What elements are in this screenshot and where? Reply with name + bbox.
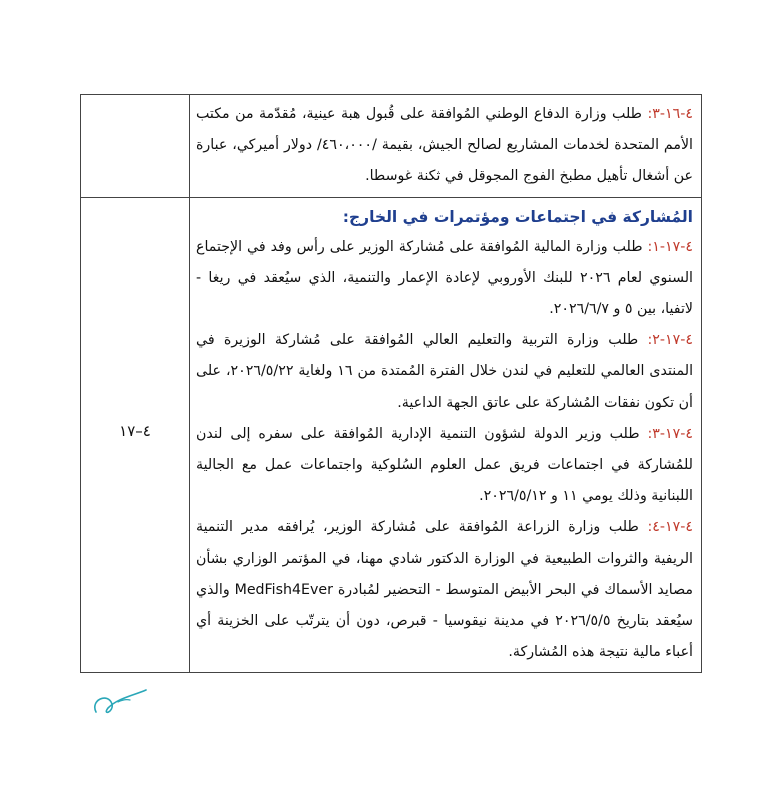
- item-ref: ٤-١٧-٤:: [647, 519, 693, 536]
- item-text: طلب وزارة الدفاع الوطني المُوافقة على قُبول هبة عينية، مُقدّمة من مكتب الأمم المتحدة لخدمات المشاريع لصالح الجيش، بقيمة /٤٦٠،٠٠٠/ دولار أميركي، عبارة عن أشغال تأهيل مطبخ الفوج المجوقل في ثكنة غوسطا.: [196, 106, 693, 185]
- section-heading: المُشاركة في اجتماعات ومؤتمرات في الخارج:: [342, 207, 693, 226]
- item-text: طلب وزارة التربية والتعليم العالي المُوافقة على مُشاركة الوزيرة في المنتدى العالمي للتعليم في لندن خلال الفترة المُمتدة من ١٦ ولغاية ٢٠٢٦/٥/٢٢، على أن تكون نفقات المُشاركة على عاتق الجهة الداعية.: [196, 332, 694, 411]
- item-ref: ٤-١٦-٣:: [647, 106, 693, 122]
- number-cell: [81, 197, 190, 673]
- initiative-name: MedFish4Ever: [234, 581, 333, 598]
- item-text: طلب وزير الدولة لشؤون التنمية الإدارية المُوافقة على سفره إلى لندن للمُشاركة في اجتماعات فريق عمل العلوم السُلوكية واجتماعات عمل مع الجالية اللبنانية وذلك يومي ١١ و ٢٠٢٦/٥/١٢.: [196, 425, 693, 505]
- item-4-16-3: [196, 99, 693, 193]
- item-4-17-1: [196, 232, 693, 326]
- item-text-before: طلب وزارة الزراعة المُوافقة على مُشاركة الوزير، يُرافقه مدير التنمية الريفية والثروات الطبيعية في الوزارة الدكتور شادي مهنا، في المؤتمر الوزاري بشأن مصايد الأسماك في البحر الأبيض المتوسط - التحضير لمُبادرة: [196, 519, 694, 598]
- item-text-after: والذي سيُعقد بتاريخ ٢٠٢٦/٥/٥ في مدينة نيقوسيا - قبرص، دون أن يترتّب على الخزينة أي أعباء مالية نتيجة هذه المُشاركة.: [196, 581, 693, 661]
- table-row-4-17: [81, 197, 702, 673]
- item-4-17-4: [196, 512, 693, 668]
- item-ref: ٤-١٧-١:: [647, 238, 693, 255]
- item-4-17-2: [196, 325, 693, 419]
- item-ref: ٤-١٧-٣:: [647, 425, 693, 442]
- signature-initial-icon: [88, 682, 152, 724]
- item-text: طلب وزارة المالية المُوافقة على مُشاركة الوزير على رأس وفد في الإجتماع السنوي لعام ٢٠٢٦ للبنك الأوروبي لإعادة الإعمار والتنمية، الذي سيُعقد في ريغا - لاتفيا، بين ٥ و ٢٠٢٦/٦/٧.: [196, 238, 693, 318]
- item-4-17-3: [196, 419, 693, 513]
- item-ref: ٤-١٧-٢:: [647, 332, 693, 349]
- content-cell: [190, 197, 702, 673]
- row-number: ٤–١٧: [119, 421, 151, 440]
- content-cell: [190, 95, 702, 198]
- table-row-4-16-3: [81, 95, 702, 198]
- number-cell: [81, 95, 190, 198]
- document-table: [80, 94, 702, 673]
